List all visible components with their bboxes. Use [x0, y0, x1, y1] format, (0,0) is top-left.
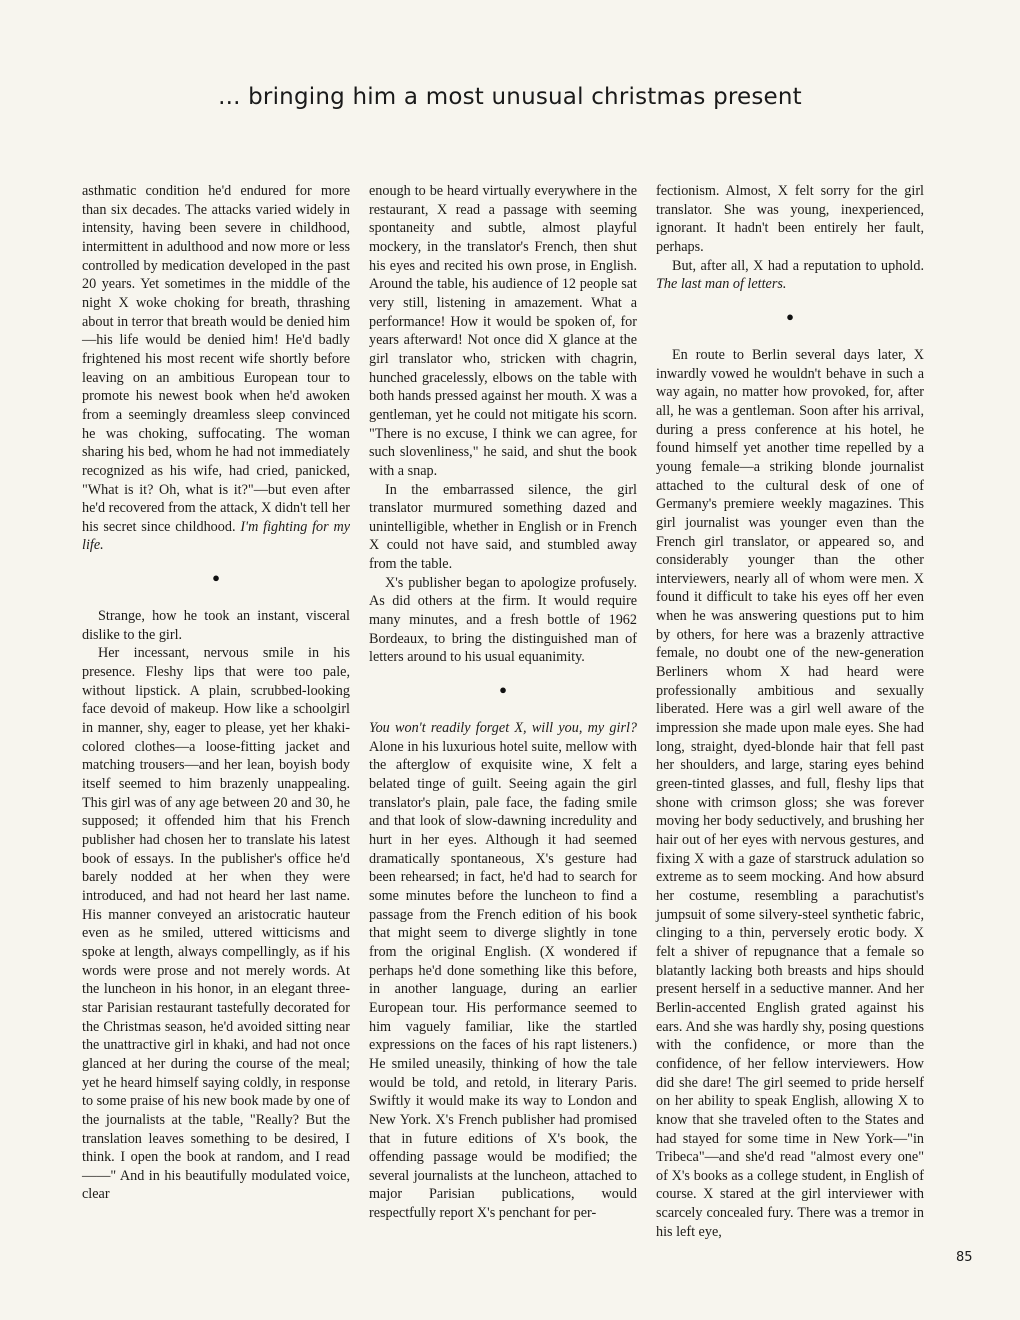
paragraph-text: Alone in his luxurious hotel suite, mellow with the afterglow of exquisite wine, X felt a belated tinge of guilt. Seeing again the girl translator's plain, pale face, the fading smile and that look of slow-dawning incredulity and hurt in her eyes. Although it had seemed dramatically spontaneous, X's gesture had been rehearsed; in fact, he'd had to search for some minutes before the luncheon to find a passage from the French edition of his book that might seem to diverge slightly in tone from the original English. (X wondered if perhaps he'd done something like this before, in another language, during an earlier European tour. His performance seemed to him vaguely familiar, like the startled expressions on the faces of his rapt listeners.) He smiled uneasily, thinking of how the tale would be told, and retold, in literary Paris. Swiftly it would make its way to London and New York. X's French publisher had promised that in future editions of X's book, the offending passage would be modified; the several journalists at the luncheon, attached to major Parisian publications, would respectfully report X's penchant for per- [369, 738, 637, 1222]
paragraph [656, 257, 924, 294]
paragraph-text: But, after all, X had a reputation to uphold. [672, 257, 924, 274]
text-column-2 [369, 182, 637, 1223]
italic-phrase: The last man of letters. [656, 276, 787, 293]
paragraph: In the embarrassed silence, the girl translator murmured something dazed and unintelligible, whether in English or in French X could not have said, and stumbled away from the table. [369, 481, 637, 573]
paragraph: fectionism. Almost, X felt sorry for the girl translator. She was young, inexperienced, ignorant. It hadn't been entirely her fault, perhaps. [656, 183, 924, 255]
italic-phrase: You won't readily forget X, will you, my girl? [369, 720, 637, 737]
paragraph-text: asthmatic condition he'd endured for more than six decades. The attacks varied widely in intensity, having been severe in childhood, intermittent in adulthood and now more or less controlled by medication developed in the past 20 years. Yet sometimes in the middle of the night X woke choking for breath, thrashing about in terror that breath would be denied him—his life would be denied him! He'd badly frightened his most recent wife shortly before leaving on an ambitious European tour to promote his newest book when he'd awoken from a seemingly dreamless sleep convinced he was choking, suffocating. The woman sharing his bed, whom he had not immediately recognized as his wife, had cried, panicked, "What is it? Oh, what is it?"—but even after he'd recovered from the attack, X didn't tell her his secret since childhood. [82, 183, 350, 535]
paragraph [369, 719, 637, 1223]
italic-phrase: I'm fighting for my life. [82, 518, 351, 554]
section-break-bullet-icon [369, 681, 637, 699]
paragraph: Her incessant, nervous smile in his presence. Fleshy lips that were too pale, without lipstick. A plain, scrubbed-looking face devoid of makeup. How like a schoolgirl in manner, shy, eager to please, yet her khaki-colored clothes—a loose-fitting jacket and matching trousers—and her lean, boyish body itself seemed to him brazenly unappealing. This girl was of any age between 20 and 30, he supposed; it offended him that his French publisher had chosen her to translate his latest book of essays. In the publisher's office he'd barely nodded at her when they were introduced, and had not heard her last name. His manner conveyed an aristocratic hauteur even as he smiled, uttered witticisms and spoke at length, always compellingly, as if his words were prose and not merely words. At the luncheon in his honor, in an elegant three-star Parisian restaurant tastefully decorated for the Christmas season, he'd avoided sitting near the unattractive girl in khaki, and had not once glanced at her during the course of the meal; yet he heard himself saying coldly, in response to some praise of his new book made by one of the journalists at the table, "Really? But the translation leaves something to be desired, I think. I open the book at random, and I read——" And in his beautifully modulated voice, clear [82, 645, 350, 1203]
running-head: ... bringing him a most unusual christmas present [218, 84, 802, 110]
paragraph: X's publisher began to apologize profusely. As did others at the firm. It would require many minutes, and a fresh bottle of 1962 Bordeaux, to bring the distinguished man of letters around to his usual equanimity. [369, 574, 637, 666]
page-number: 85 [956, 1250, 973, 1265]
paragraph: Strange, how he took an instant, visceral dislike to the girl. [82, 608, 350, 643]
text-column-1 [82, 182, 350, 1204]
section-break-bullet-icon [656, 308, 924, 326]
section-break-bullet-icon [82, 569, 350, 587]
paragraph: En route to Berlin several days later, X inwardly vowed he wouldn't behave in such a way again, no matter how provoked, for, after all, he was a gentleman. Soon after his arrival, during a press conference at his hotel, he found himself yet another time repelled by a young female—a striking blonde journalist attached to the cultural desk of one of Germany's premiere weekly magazines. This girl journalist was younger even than the French girl translator, or appeared so, and considerably younger than the other interviewers, nearly all of whom were men. X found it difficult to take his eyes off her even when he was answering questions put to him by others, for here was a brazenly attractive female, no doubt one of the new-generation Berliners whom X had heard were professionally ambitious and sexually liberated. Here was a girl well aware of the impression she made upon male eyes. She had long, straight, dyed-blonde hair that fell past her shoulders, and large, staring eyes behind green-tinted glasses, and full, fleshy lips that shone with crimson gloss; she was forever moving her body seductively, and brushing her hair out of her eyes with nervous gestures, and fixing X with a gaze of starstruck adulation so extreme as to seem mocking. And how absurd her costume, resembling a parachutist's jumpsuit of some silvery-steel synthetic fabric, clinging to a thin, perversely erotic body. X felt a shiver of repugnance that a female so blatantly lacking both breasts and hips should present herself in a seductive manner. And her Berlin-accented English grated against his ears. And she was hardly shy, posing questions with the confidence, or more than the confidence, of her fellow interviewers. How did she dare! The girl seemed to pride herself on her ability to speak English, allowing X to know that she traveled often to the States and had stayed for some time in New York—"in Tribeca"—and she'd read "almost every one" of X's books as a college student, in English of course. X stared at the girl interviewer with scarcely concealed fury. There was a tremor in his left eye, [656, 346, 924, 1240]
paragraph [82, 182, 350, 555]
text-column-3 [656, 182, 924, 1241]
paragraph: enough to be heard virtually everywhere in the restaurant, X read a passage with seeming spontaneity and subtle, almost playful mockery, in the translator's French, then shut his eyes and recited his own prose, in English. Around the table, his audience of 12 people sat very still, listening in amazement. What a performance! How it would be spoken of, for years afterward! Not once did X glance at the girl translator who, stricken with chagrin, hunched gracelessly, elbows on the table with both hands pressed against her mouth. X was a gentleman, yet he could not mitigate his scorn. "There is no excuse, I think we can agree, for such slovenliness," he said, and shut the book with a snap. [369, 183, 637, 479]
